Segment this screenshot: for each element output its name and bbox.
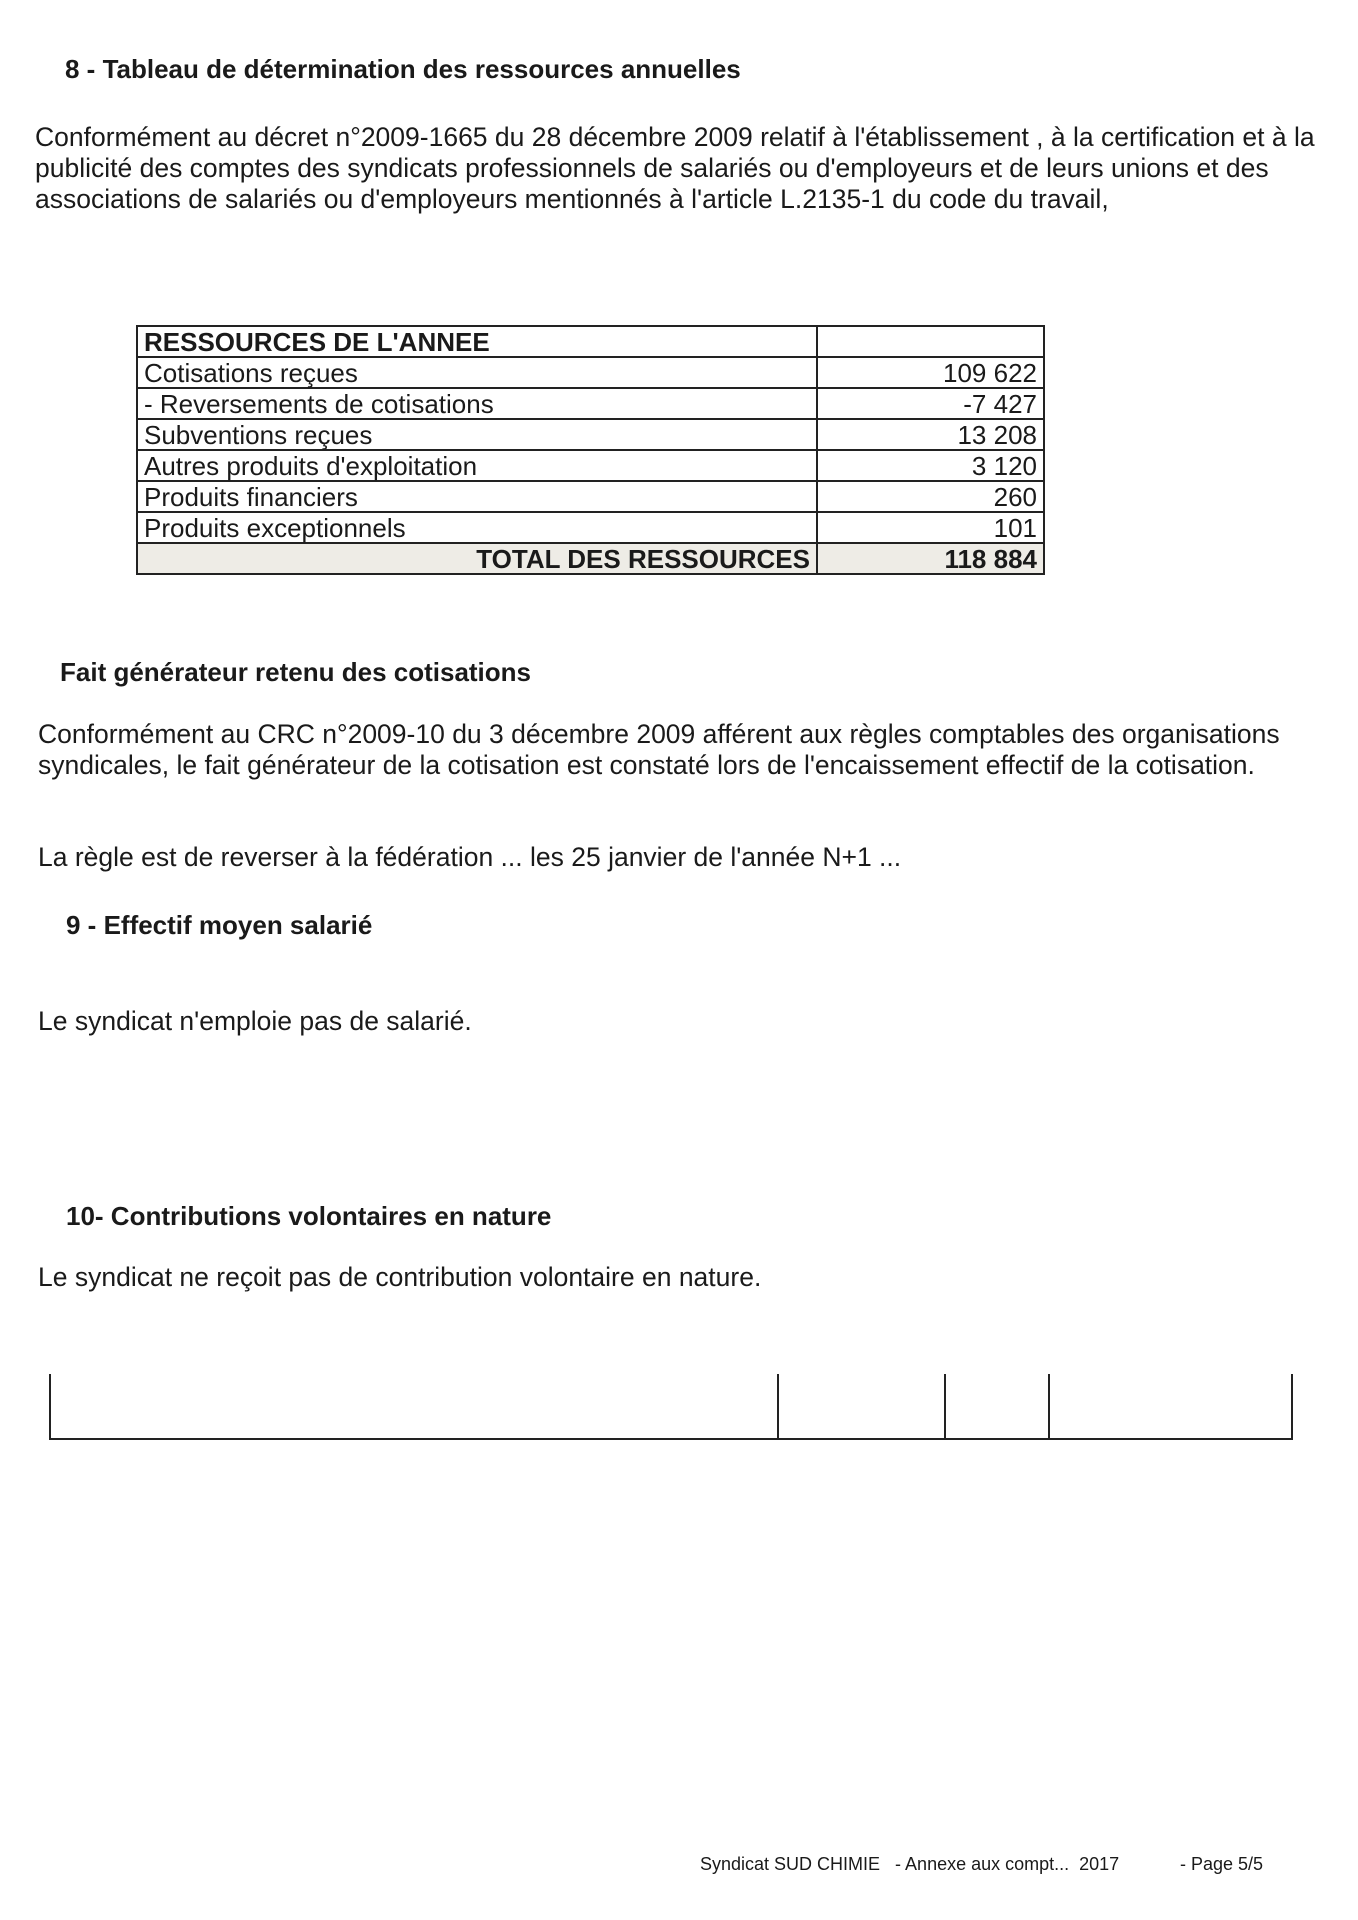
table-row bbox=[137, 388, 1044, 419]
empty-signature-grid bbox=[49, 1374, 1293, 1440]
row-value: -7 427 bbox=[817, 388, 1044, 419]
row-value: 109 622 bbox=[817, 357, 1044, 388]
grid-vertical-line bbox=[944, 1374, 946, 1440]
clipped-text: La règle est de reverser à la fédération ... les 25 janvier de l'année N+1 ... bbox=[38, 842, 902, 872]
row-value: 3 120 bbox=[817, 450, 1044, 481]
total-label: TOTAL DES RESSOURCES bbox=[137, 543, 817, 574]
row-label: Produits exceptionnels bbox=[137, 512, 817, 543]
grid-vertical-line bbox=[1048, 1374, 1050, 1440]
fait-generateur-title: Fait générateur retenu des cotisations bbox=[60, 657, 532, 687]
footer-document-title: Syndicat SUD CHIMIE - Annexe aux compt... 2017 bbox=[700, 1854, 1120, 1874]
row-value: 260 bbox=[817, 481, 1044, 512]
row-label: Produits financiers bbox=[137, 481, 817, 512]
row-label: - Reversements de cotisations bbox=[137, 388, 817, 419]
table-header-row bbox=[137, 326, 1044, 357]
table-row bbox=[137, 419, 1044, 450]
row-value: 13 208 bbox=[817, 419, 1044, 450]
row-label: Autres produits d'exploitation bbox=[137, 450, 817, 481]
table-row bbox=[137, 357, 1044, 388]
resources-table bbox=[136, 325, 1045, 575]
table-row bbox=[137, 481, 1044, 512]
section-9-paragraph: Le syndicat n'emploie pas de salarié. bbox=[38, 1006, 472, 1036]
row-value: 101 bbox=[817, 512, 1044, 543]
grid-vertical-line bbox=[49, 1374, 51, 1440]
section-10-paragraph: Le syndicat ne reçoit pas de contribution volontaire en nature. bbox=[38, 1262, 762, 1292]
row-label: Cotisations reçues bbox=[137, 357, 817, 388]
row-label: Subventions reçues bbox=[137, 419, 817, 450]
table-row bbox=[137, 450, 1044, 481]
section-10-title: 10- Contributions volontaires en nature bbox=[66, 1201, 552, 1231]
grid-vertical-line bbox=[1291, 1374, 1293, 1440]
grid-vertical-line bbox=[777, 1374, 779, 1440]
clipped-text-line bbox=[38, 842, 1328, 872]
total-row bbox=[137, 543, 1044, 574]
footer-page-number: - Page 5/5 bbox=[1180, 1854, 1264, 1874]
table-row bbox=[137, 512, 1044, 543]
total-value: 118 884 bbox=[817, 543, 1044, 574]
section-8-title: 8 - Tableau de détermination des ressources annuelles bbox=[65, 54, 741, 84]
section-9-title: 9 - Effectif moyen salarié bbox=[66, 910, 373, 940]
table-header-label: RESSOURCES DE L'ANNEE bbox=[137, 326, 817, 357]
table-header-value bbox=[817, 326, 1044, 357]
section-8-paragraph: Conformément au décret n°2009-1665 du 28 décembre 2009 relatif à l'établissement , à la certification et à la publicité des comptes des syndicats professionnels de salariés ou d'employeurs et de leurs unions et des associations de salariés ou d'employeurs mentionnés à l'article L.2135-1 du code du travail, bbox=[35, 122, 1315, 214]
fait-generateur-paragraph: Conformément au CRC n°2009-10 du 3 décembre 2009 afférent aux règles comptables des organisations syndicales, le fait générateur de la cotisation est constaté lors de l'encaissement effectif de la cotisation. bbox=[38, 719, 1280, 780]
grid-bottom-line bbox=[49, 1438, 1293, 1440]
